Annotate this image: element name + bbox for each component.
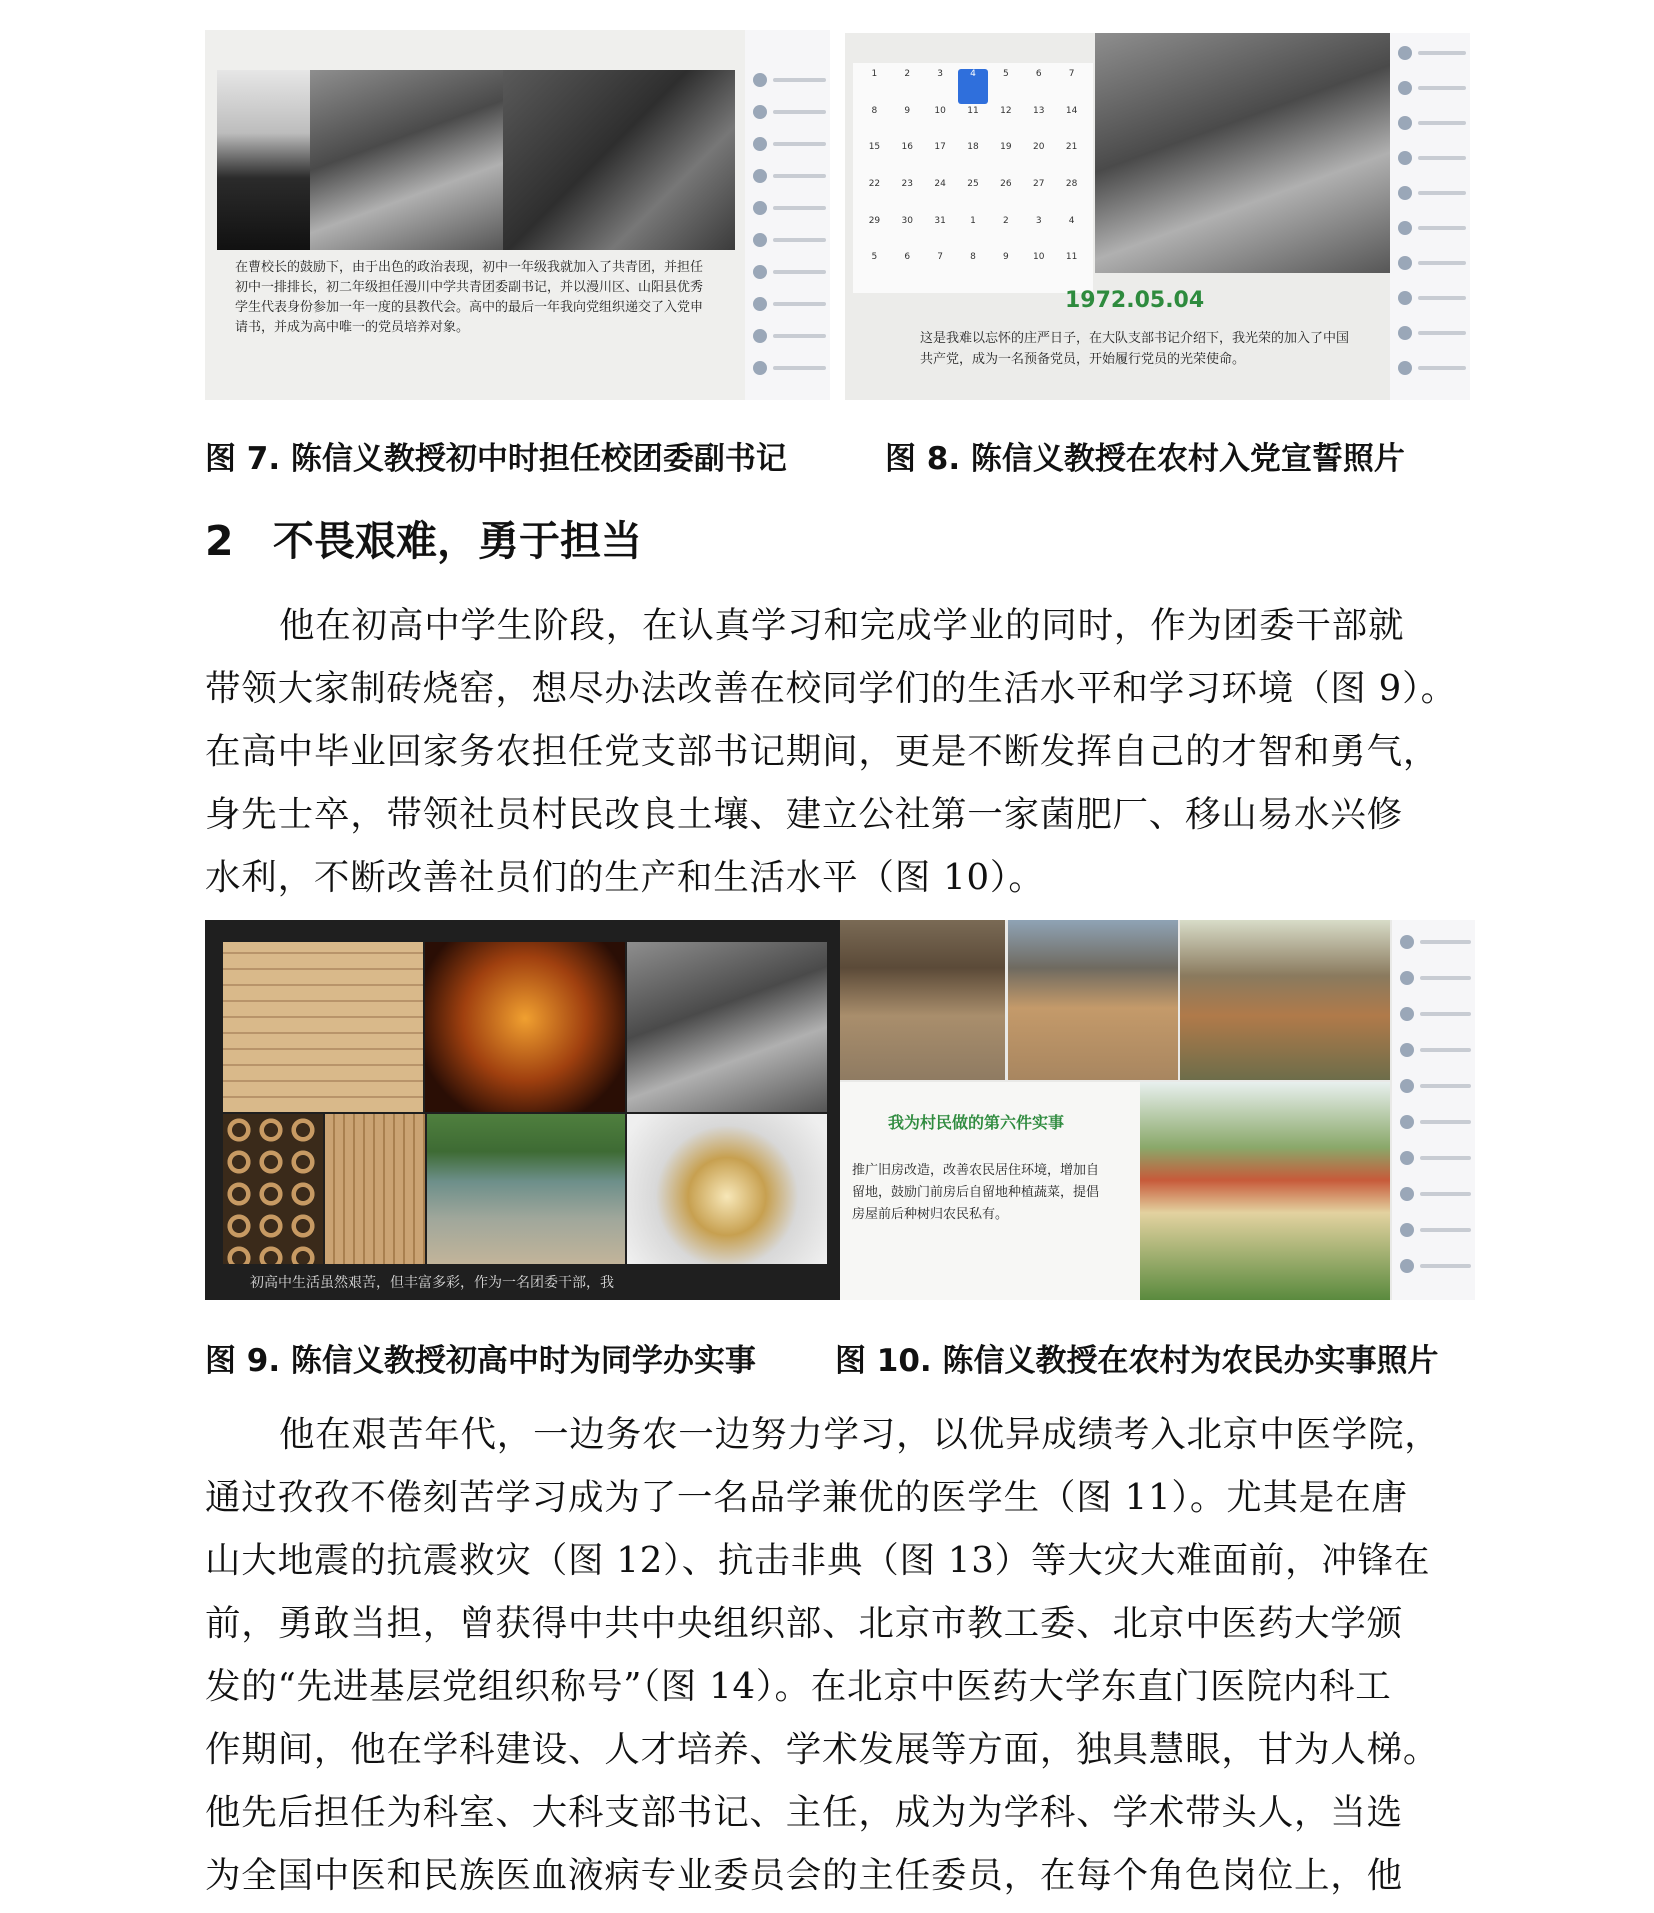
calendar-day[interactable]: 7: [1068, 69, 1075, 79]
figure-9-caption: 图 9. 陈信义教授初高中时为同学办实事: [205, 1343, 756, 1379]
new-house-photo: [1140, 1082, 1390, 1300]
pipes-photo: [223, 1114, 323, 1264]
figure-10-photo: [840, 920, 1475, 1300]
calendar-day[interactable]: 18: [967, 142, 979, 153]
calendar-day[interactable]: 21: [1065, 142, 1078, 153]
group-photo-2: [503, 70, 735, 250]
calendar-day[interactable]: 10: [934, 105, 946, 116]
group-photo-1: [310, 70, 506, 250]
portrait-photo: [217, 70, 317, 250]
figure-10-caption: 图 10. 陈信义教授在农村为农民办实事照片: [835, 1343, 1439, 1379]
paragraph-line: 带领大家制砖烧窑，想尽办法改善在校同学们的生活水平和学习环境（图 9）。: [205, 668, 1457, 709]
old-house-photo-2: [1008, 920, 1178, 1080]
calendar-day[interactable]: 12: [1000, 105, 1012, 116]
calendar-day[interactable]: 30: [901, 215, 913, 226]
figure-8-caption: 图 8. 陈信义教授在农村入党宣誓照片: [885, 441, 1405, 477]
calendar-day[interactable]: 8: [970, 252, 976, 263]
calendar-day[interactable]: 16: [901, 142, 913, 153]
calendar-day[interactable]: 24: [934, 178, 946, 189]
figure-8-photo: [845, 33, 1470, 400]
paragraph-line: 山大地震的抗震救灾（图 12）、抗击非典（图 13）等大灾大难面前，冲锋在: [205, 1540, 1431, 1581]
section-number: 2: [205, 517, 234, 565]
figure-7-caption: 图 7. 陈信义教授初中时担任校团委副书记: [205, 441, 787, 477]
chat-sidebar: [745, 30, 830, 400]
calendar-day[interactable]: 11: [1065, 252, 1078, 263]
kiln-photo: [425, 942, 625, 1112]
calendar-day[interactable]: 26: [1000, 178, 1012, 189]
calendar-day[interactable]: 2: [904, 69, 911, 79]
old-house-photo-1: [840, 920, 1005, 1080]
calendar-day[interactable]: 23: [901, 178, 913, 189]
calendar-day[interactable]: 3: [1035, 215, 1042, 226]
calendar-day[interactable]: 14: [1065, 105, 1078, 116]
fig10-box-text: 推广旧房改造，改善农民居住环境，增加自留地，鼓励门前房后自留地种植蔬菜，提倡房屋前后种树归农民私有。: [852, 1163, 1100, 1222]
river-photo: [427, 1114, 625, 1264]
calendar-day[interactable]: 7: [937, 252, 943, 263]
paragraph-line: 前，勇敢当担，曾获得中共中央组织部、北京市教工委、北京中医药大学颁: [205, 1603, 1403, 1644]
section-heading: [205, 508, 642, 567]
calendar-day[interactable]: 17: [934, 142, 946, 153]
calendar-day[interactable]: 11: [967, 105, 979, 116]
paragraph-line: 他在艰苦年代，一边务农一边努力学习，以优异成绩考入北京中医学院，: [279, 1414, 1441, 1455]
chat-sidebar: [1392, 920, 1475, 1300]
paragraph-1: [205, 594, 1477, 909]
calendar-day[interactable]: 5: [1002, 69, 1009, 79]
calendar-day[interactable]: 19: [1000, 142, 1012, 153]
calendar-day[interactable]: 29: [868, 215, 881, 226]
paragraph-line: 作期间，他在学科建设、人才培养、学术发展等方面，独具慧眼，甘为人梯。: [205, 1729, 1440, 1770]
paragraph-line: 通过孜孜不倦刻苦学习成为了一名品学兼优的医学生（图 11）。尤其是在唐: [205, 1477, 1408, 1518]
calendar-day[interactable]: 1: [871, 69, 878, 79]
chat-sidebar: [1390, 33, 1470, 400]
paragraph-line: 在高中毕业回家务农担任党支部书记期间，更是不断发挥自己的才智和勇气，: [205, 731, 1440, 772]
fig9-overlay-text: 初高中生活虽然艰苦，但丰富多彩，作为一名团委干部，我: [250, 1275, 614, 1291]
calendar-day[interactable]: 10: [1032, 252, 1045, 263]
calendar-day[interactable]: 6: [1035, 69, 1042, 79]
calendar-day[interactable]: 1: [970, 215, 976, 226]
fig8-overlay-text: 这是我难以忘怀的庄严日子，在大队支部书记介绍下，我光荣的加入了中国共产党，成为一名预备党员，开始履行党员的光荣使命。: [920, 331, 1350, 367]
paragraph-2: [205, 1403, 1477, 1907]
calendar-day[interactable]: 31: [934, 215, 946, 226]
figure-9-photo: [205, 920, 840, 1300]
calendar-day[interactable]: 8: [871, 105, 878, 116]
old-house-photo-3: [1180, 920, 1390, 1080]
lantern-photo: [627, 1114, 827, 1264]
calendar-day[interactable]: 28: [1065, 178, 1078, 189]
calendar-day[interactable]: 4: [1068, 215, 1075, 226]
calendar-day[interactable]: 2: [1002, 215, 1009, 226]
calendar-day[interactable]: 27: [1032, 178, 1045, 189]
wall-photo: [325, 1114, 425, 1264]
bricks-photo: [223, 942, 423, 1112]
calendar-day[interactable]: 25: [967, 178, 979, 189]
section-title: 不畏艰难，勇于担当: [273, 517, 642, 565]
fig8-date: 1972.05.04: [1065, 288, 1205, 313]
fig7-overlay-text: 在曹校长的鼓励下，由于出色的政治表现，初中一年级我就加入了共青团，并担任初中一排排长，初二年级担任漫川中学共青团委副书记，并以漫川区、山阳县优秀学生代表身份参加一年一度的县教代会。高中的最后一年我向党组织递交了入党申请书，并成为高中唯一的党员培养对象。: [235, 260, 704, 335]
labor-photo: [627, 942, 827, 1112]
paragraph-line: 水利，不断改善社员们的生产和生活水平（图 10）。: [205, 857, 1045, 898]
calendar-day[interactable]: 9: [904, 105, 911, 116]
calendar-day[interactable]: 6: [904, 252, 911, 263]
calendar-day[interactable]: 22: [868, 178, 881, 189]
figure-7-photo: [205, 30, 830, 400]
calendar-day[interactable]: 5: [871, 252, 878, 263]
calendar-day[interactable]: 15: [868, 142, 881, 153]
calendar-day[interactable]: 13: [1032, 105, 1045, 116]
calendar-day[interactable]: 9: [1002, 252, 1009, 263]
oath-photo: [1095, 33, 1395, 273]
paragraph-line: 他先后担任为科室、大科支部书记、主任，成为为学科、学术带头人，当选: [205, 1792, 1403, 1833]
paragraph-line: 发的“先进基层党组织称号”（图 14）。在北京中医药大学东直门医院内科工: [205, 1666, 1392, 1707]
paragraph-line: 身先士卒，带领社员村民改良土壤、建立公社第一家菌肥厂、移山易水兴修: [205, 794, 1403, 835]
paragraph-line: 为全国中医和民族医血液病专业委员会的主任委员，在每个角色岗位上，他: [205, 1855, 1403, 1896]
calendar-day[interactable]: 20: [1032, 142, 1045, 153]
fig10-box-title: 我为村民做的第六件实事: [888, 1113, 1065, 1132]
calendar-widget: [853, 63, 1093, 293]
paragraph-line: 他在初高中学生阶段，在认真学习和完成学业的同时，作为团委干部就: [279, 605, 1405, 646]
calendar-day[interactable]: 4: [958, 69, 989, 104]
calendar-day[interactable]: 3: [937, 69, 943, 79]
